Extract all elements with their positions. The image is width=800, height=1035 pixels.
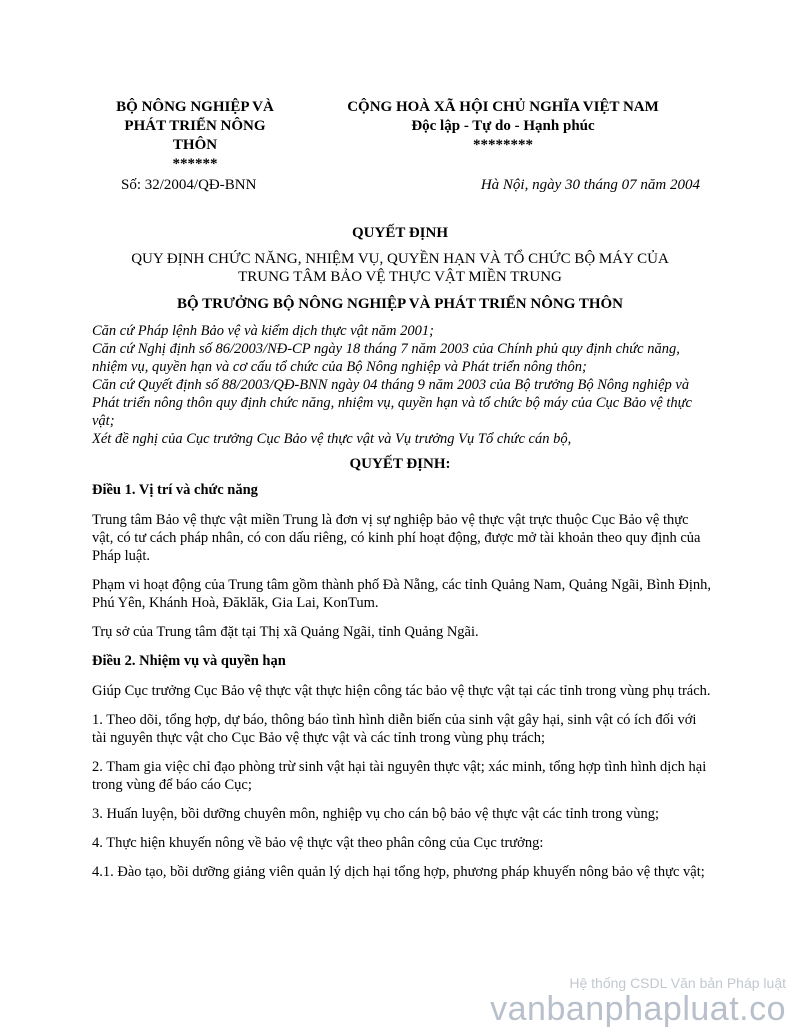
- article-2-paragraph: 1. Theo dõi, tổng hợp, dự báo, thông báo tình hình diễn biến của sinh vật gây hại, sinh vật có ích đối với tài nguyên thực vật cho Cục Bảo vệ thực vật và các tỉnh trong vùng phụ trách;: [92, 712, 697, 746]
- republic-header: [318, 98, 688, 155]
- article-2-paragraph: 4. Thực hiện khuyến nông về bảo vệ thực vật theo phân công của Cục trưởng:: [92, 835, 544, 851]
- article-2-paragraph: 3. Huấn luyện, bồi dưỡng chuyên môn, nghiệp vụ cho cán bộ bảo vệ thực vật các tỉnh trong vùng;: [92, 806, 660, 822]
- ministry-header: [100, 98, 290, 174]
- article-2-paragraph: 2. Tham gia việc chỉ đạo phòng trừ sinh vật hại tài nguyên thực vật; xác minh, tổng hợp tình hình dịch hại trong vùng để báo cáo Cục;: [92, 759, 707, 793]
- document-title: QUYẾT ĐỊNH: [352, 225, 448, 241]
- national-motto: Độc lập - Tự do - Hạnh phúc: [411, 118, 595, 134]
- motto-stars: ********: [473, 137, 533, 153]
- ministry-stars: ******: [172, 156, 218, 172]
- preamble-item: Căn cứ Nghị định số 86/2003/NĐ-CP ngày 18 tháng 7 năm 2003 của Chính phủ quy định chức năng, nhiệm vụ, quyền hạn và cơ cấu tổ chức của Bộ Nông nghiệp và Phát triển nông thôn;: [92, 341, 680, 375]
- preamble-item: Căn cứ Quyết định số 88/2003/QĐ-BNN ngày 04 tháng 9 năm 2003 của Bộ trưởng Bộ Nông nghiệp và Phát triển nông thôn quy định chức năng, nhiệm vụ, quyền hạn và tổ chức bộ máy của Cục Bảo vệ thực vật;: [92, 377, 692, 429]
- issuing-authority: BỘ TRƯỞNG BỘ NÔNG NGHIỆP VÀ PHÁT TRIỂN NÔNG THÔN: [176, 296, 624, 312]
- preamble: [92, 322, 712, 448]
- article-2-paragraph: 4.1. Đào tạo, bồi dưỡng giảng viên quản lý dịch hại tổng hợp, phương pháp khuyến nông bảo vệ thực vật;: [92, 864, 705, 880]
- ministry-name-line-1: BỘ NÔNG NGHIỆP VÀ: [116, 99, 274, 115]
- site-watermark: [490, 975, 786, 1027]
- watermark-caption: Hệ thống CSDL Văn bản Pháp luật: [569, 975, 786, 991]
- ministry-name-line-2: PHÁT TRIỂN NÔNG: [124, 118, 266, 134]
- place-and-date: Hà Nội, ngày 30 tháng 07 năm 2004: [480, 177, 700, 193]
- republic-name: CỘNG HOÀ XÃ HỘI CHỦ NGHĨA VIỆT NAM: [347, 99, 659, 115]
- decision-heading: QUYẾT ĐỊNH:: [349, 456, 451, 472]
- article-1-heading: Điều 1. Vị trí và chức năng: [92, 482, 258, 498]
- article-2-paragraph: Giúp Cục trưởng Cục Bảo vệ thực vật thực hiện công tác bảo vệ thực vật tại các tỉnh trong vùng phụ trách.: [92, 683, 711, 699]
- document-number: Số: 32/2004/QĐ-BNN: [121, 177, 257, 193]
- article-1-paragraph: Trụ sở của Trung tâm đặt tại Thị xã Quảng Ngãi, tỉnh Quảng Ngãi.: [92, 624, 479, 640]
- preamble-item: Xét đề nghị của Cục trưởng Cục Bảo vệ thực vật và Vụ trưởng Vụ Tổ chức cán bộ,: [92, 431, 572, 447]
- ministry-name-line-3: THÔN: [172, 137, 218, 153]
- article-1-paragraph: Phạm vi hoạt động của Trung tâm gồm thành phố Đà Nẵng, các tỉnh Quảng Nam, Quảng Ngãi, Bình Định, Phú Yên, Khánh Hoà, Đăklăk, Gia Lai, KonTum.: [92, 577, 711, 611]
- subtitle-line-1: QUY ĐỊNH CHỨC NĂNG, NHIỆM VỤ, QUYỀN HẠN VÀ TỔ CHỨC BỘ MÁY CỦA: [131, 251, 669, 267]
- watermark-domain: vanbanphapluat.co: [490, 990, 786, 1028]
- article-1-paragraph: Trung tâm Bảo vệ thực vật miền Trung là đơn vị sự nghiệp bảo vệ thực vật trực thuộc Cục Bảo vệ thực vật, có tư cách pháp nhân, có con dấu riêng, có kinh phí hoạt động, được mở tài khoản theo quy định của Pháp luật.: [92, 512, 701, 564]
- preamble-item: Căn cứ Pháp lệnh Bảo vệ và kiểm dịch thực vật năm 2001;: [92, 323, 434, 339]
- document-subtitle: [100, 250, 700, 286]
- subtitle-line-2: TRUNG TÂM BẢO VỆ THỰC VẬT MIỀN TRUNG: [238, 269, 562, 285]
- document-body: [92, 481, 712, 892]
- article-2-heading: Điều 2. Nhiệm vụ và quyền hạn: [92, 653, 286, 669]
